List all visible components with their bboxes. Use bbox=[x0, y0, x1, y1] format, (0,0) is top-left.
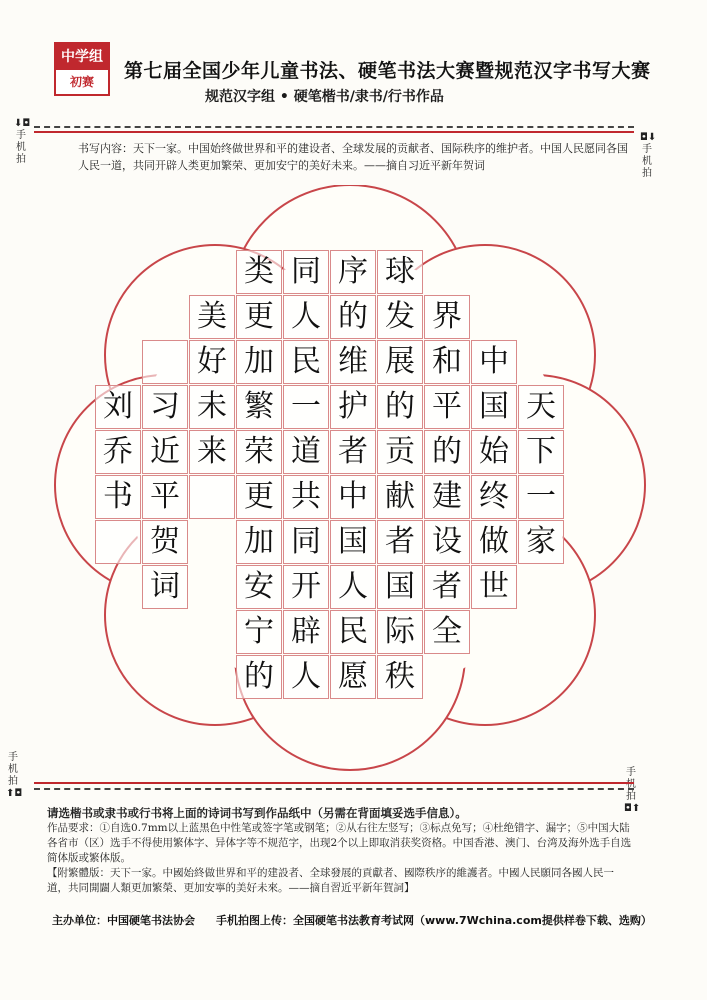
handwritten-character: 下 bbox=[526, 434, 556, 469]
handwritten-character: 中 bbox=[479, 344, 509, 379]
handwritten-character: 做 bbox=[479, 524, 509, 559]
handwritten-character: 类 bbox=[244, 254, 274, 289]
handwritten-character: 词 bbox=[150, 569, 180, 604]
handwritten-character: 同 bbox=[291, 254, 321, 289]
handwritten-character: 球 bbox=[385, 254, 415, 289]
side-mark-top-left: ⬇◘ 手机拍 bbox=[14, 118, 31, 165]
handwritten-character: 繁 bbox=[244, 389, 274, 424]
handwritten-character: 习 bbox=[150, 389, 180, 424]
handwritten-character: 安 bbox=[244, 569, 274, 604]
handwritten-character: 世 bbox=[479, 569, 509, 604]
handwritten-character: 中 bbox=[338, 479, 368, 514]
handwritten-character: 的 bbox=[338, 299, 368, 334]
bottom-cut-line bbox=[34, 788, 634, 790]
handwritten-character: 界 bbox=[432, 299, 462, 334]
side-mark-bottom-left: 手机拍 ⬆◘ bbox=[6, 752, 23, 799]
handwritten-character: 国 bbox=[338, 524, 368, 559]
handwritten-character: 更 bbox=[244, 479, 274, 514]
handwritten-character bbox=[142, 340, 188, 384]
handwritten-character: 者 bbox=[432, 569, 462, 604]
handwritten-character: 全 bbox=[432, 614, 462, 649]
handwritten-character: 贺 bbox=[150, 524, 180, 559]
handwritten-character: 来 bbox=[197, 434, 227, 469]
handwritten-character: 的 bbox=[244, 659, 274, 694]
handwritten-character: 贡 bbox=[385, 434, 415, 469]
camera-icon: ⬇◘ bbox=[14, 118, 31, 129]
upload-info: 手机拍图上传：全国硬笔书法教育考试网（www.7Wchina.com提供样卷下载、选购） bbox=[216, 914, 652, 927]
handwritten-character: 美 bbox=[197, 299, 227, 334]
page-title: 第七届全国少年儿童书法、硬笔书法大赛暨规范汉字书写大赛 bbox=[124, 60, 651, 82]
handwritten-character: 的 bbox=[385, 389, 415, 424]
handwritten-character bbox=[189, 475, 235, 519]
handwritten-character: 书 bbox=[103, 479, 133, 514]
handwritten-character: 际 bbox=[385, 614, 415, 649]
handwritten-character: 近 bbox=[150, 434, 180, 469]
handwritten-character: 设 bbox=[432, 524, 462, 559]
side-mark-top-right: ◘⬇ 手机拍 bbox=[640, 132, 657, 179]
handwritten-character: 一 bbox=[526, 479, 556, 514]
handwritten-character: 始 bbox=[479, 434, 509, 469]
handwritten-character: 荣 bbox=[244, 434, 274, 469]
camera-icon: ◘⬆ bbox=[624, 803, 641, 814]
handwritten-character: 人 bbox=[291, 299, 321, 334]
instructions-body: 作品要求：①自选0.7mm以上蓝黑色中性笔或签字笔或钢笔；②从右往左竖写；③标点免写；④杜绝错字、漏字；⑤中国大陆各省市（区）选手不得使用繁体字、异体字等不规范字，出现2个以上即取消获奖资格。中国香港、澳门、台湾及海外选手自选简体版或繁体版。 bbox=[47, 822, 632, 864]
handwritten-character: 开 bbox=[291, 569, 321, 604]
camera-icon: ⬆◘ bbox=[6, 788, 23, 799]
handwritten-character: 发 bbox=[385, 299, 415, 334]
page-subtitle: 规范汉字组 • 硬笔楷书/隶书/行书作品 bbox=[205, 89, 444, 105]
handwritten-character: 好 bbox=[197, 344, 227, 379]
handwritten-character: 者 bbox=[338, 434, 368, 469]
handwritten-character: 者 bbox=[385, 524, 415, 559]
handwritten-character: 序 bbox=[338, 254, 368, 289]
handwritten-character: 的 bbox=[432, 434, 462, 469]
badge-group-label: 中学组 bbox=[56, 44, 108, 70]
handwritten-character: 人 bbox=[291, 659, 321, 694]
handwritten-character: 乔 bbox=[103, 434, 133, 469]
writing-content: 书写内容：天下一家。中国始终做世界和平的建设者、全球发展的贡献者、国际秩序的维护者。中国人民愿同各国人民一道，共同开辟人类更加繁荣、更加安宁的美好未来。——摘自习近平新年贺词 bbox=[78, 142, 628, 172]
handwritten-character: 更 bbox=[244, 299, 274, 334]
handwritten-character: 一 bbox=[291, 389, 321, 424]
handwritten-character: 人 bbox=[338, 569, 368, 604]
handwritten-character: 建 bbox=[432, 479, 462, 514]
handwritten-character: 国 bbox=[479, 389, 509, 424]
handwritten-character: 和 bbox=[432, 344, 462, 379]
handwritten-character: 共 bbox=[291, 479, 321, 514]
handwritten-character: 展 bbox=[385, 344, 415, 379]
handwritten-character: 民 bbox=[338, 614, 368, 649]
handwritten-character: 维 bbox=[338, 344, 368, 379]
handwritten-character: 加 bbox=[244, 344, 274, 379]
instructions bbox=[47, 806, 632, 896]
handwritten-character: 平 bbox=[432, 389, 462, 424]
handwritten-character: 终 bbox=[479, 479, 509, 514]
handwritten-character: 未 bbox=[197, 389, 227, 424]
traditional-version: 【附繁體版：天下一家。中國始終做世界和平的建設者、全球發展的貢獻者、國際秩序的維護者。中國人民願同各國人民一道，共同開闢人類更加繁榮、更加安寧的美好未來。——摘自習近平新年賀詞】 bbox=[47, 867, 614, 894]
organizer: 主办单位：中国硬笔书法协会 bbox=[52, 914, 195, 927]
handwritten-character: 加 bbox=[244, 524, 274, 559]
handwritten-character: 天 bbox=[526, 389, 556, 424]
badge-round-label: 初赛 bbox=[69, 75, 94, 89]
handwritten-character: 家 bbox=[526, 524, 556, 559]
handwritten-character: 秩 bbox=[385, 659, 415, 694]
handwritten-character: 愿 bbox=[338, 659, 368, 694]
handwritten-character bbox=[95, 520, 141, 564]
handwritten-character: 国 bbox=[385, 569, 415, 604]
instructions-title: 请选楷书或隶书或行书将上面的诗词书写到作品纸中（另需在背面填妥选手信息）。 bbox=[47, 806, 467, 820]
handwritten-character: 献 bbox=[385, 479, 415, 514]
side-mark-bottom-right: 手机拍 ◘⬆ bbox=[624, 767, 641, 814]
handwritten-character: 平 bbox=[150, 479, 180, 514]
handwritten-character: 民 bbox=[291, 344, 321, 379]
handwritten-character: 辟 bbox=[291, 614, 321, 649]
camera-icon: ◘⬇ bbox=[640, 132, 657, 143]
handwritten-character: 刘 bbox=[103, 389, 133, 424]
handwritten-character: 道 bbox=[291, 434, 321, 469]
bottom-red-rule bbox=[34, 782, 634, 784]
handwritten-character: 同 bbox=[291, 524, 321, 559]
handwritten-character: 护 bbox=[338, 389, 368, 424]
handwritten-character: 宁 bbox=[244, 614, 274, 649]
